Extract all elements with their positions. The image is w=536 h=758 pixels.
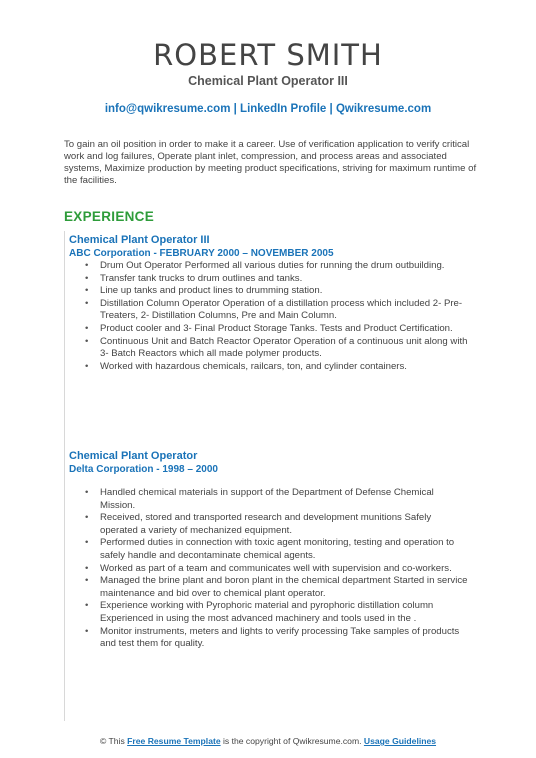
list-item: • Handled chemical materials in support of the Department of Defense Chemical Mission. (85, 487, 469, 512)
list-item: • Drum Out Operator Performed all various duties for running the drum outbuilding. (85, 260, 469, 273)
footer-copyright-text: is the copyright of Qwikresume.com. (223, 736, 362, 746)
list-item: • Managed the brine plant and boron plant in the chemical department Started in service maintenance and bid over to chemical plant operator. (85, 575, 469, 600)
copyright-footer (0, 736, 536, 746)
job-title: Chemical Plant Operator III (69, 234, 210, 246)
summary-paragraph: To gain an oil position in order to make it a career. Use of verification application to verify critical work and log failures, Operate plant inlet, compression, and process areas and associated systems, Maximize production by meeting product specifications, striving for maximum runtime of the facilities. (64, 139, 477, 186)
email-link[interactable]: info@qwikresume.com (104, 103, 231, 115)
job-entry (69, 234, 469, 373)
job-bullets (85, 260, 469, 373)
job-bullets (85, 487, 469, 651)
list-item: • Worked with hazardous chemicals, railcars, ton, and cylinder containers. (85, 361, 469, 374)
usage-guidelines-link[interactable]: Usage Guidelines (363, 736, 437, 746)
company-dates: Delta Corporation - 1998 – 2000 (69, 464, 218, 475)
list-item: • Product cooler and 3- Final Product Storage Tanks. Tests and Product Certification. (85, 323, 469, 336)
contact-separator: | (233, 103, 237, 115)
list-item: • Monitor instruments, meters and lights to verify processing Take samples of products and test them for quality. (85, 626, 469, 651)
contact-separator: | (329, 103, 333, 115)
website-link[interactable]: Qwikresume.com (335, 103, 432, 115)
experience-heading: EXPERIENCE (64, 209, 155, 224)
list-item: • Distillation Column Operator Operation of a distillation process which included 2- Pre-Treaters, 2- Distillation Columns, Pre and Main Column. (85, 298, 469, 323)
footer-prefix: © This (99, 736, 125, 746)
contact-line (0, 103, 536, 115)
linkedin-link[interactable]: LinkedIn Profile (240, 103, 327, 115)
job-title-headline: Chemical Plant Operator III (188, 74, 348, 88)
candidate-name: ROBERT SMITH (153, 38, 383, 72)
job-title: Chemical Plant Operator (69, 450, 198, 462)
list-item: • Transfer tank trucks to drum outlines and tanks. (85, 273, 469, 286)
list-item: • Performed duties in connection with toxic agent monitoring, testing and operation to safely handle and decontaminate chemical agents. (85, 537, 469, 562)
list-item: • Worked as part of a team and communicates well with supervision and co-workers. (85, 563, 469, 576)
free-resume-template-link[interactable]: Free Resume Template (127, 736, 221, 746)
list-item: • Experience working with Pyrophoric material and pyrophoric distillation column Experienced in using the most advanced machinery and tools used in the . (85, 600, 469, 625)
list-item: • Continuous Unit and Batch Reactor Operator Operation of a continuous unit along with 3- Batch Reactors which all made polymer products. (85, 336, 469, 361)
company-dates: ABC Corporation - FEBRUARY 2000 – NOVEMBER 2005 (69, 248, 334, 259)
list-item: • Received, stored and transported research and development munitions Safely operated a variety of mechanized equipment. (85, 512, 469, 537)
timeline-divider (64, 231, 65, 721)
job-entry (69, 450, 469, 651)
list-item: • Line up tanks and product lines to drumming station. (85, 285, 469, 298)
